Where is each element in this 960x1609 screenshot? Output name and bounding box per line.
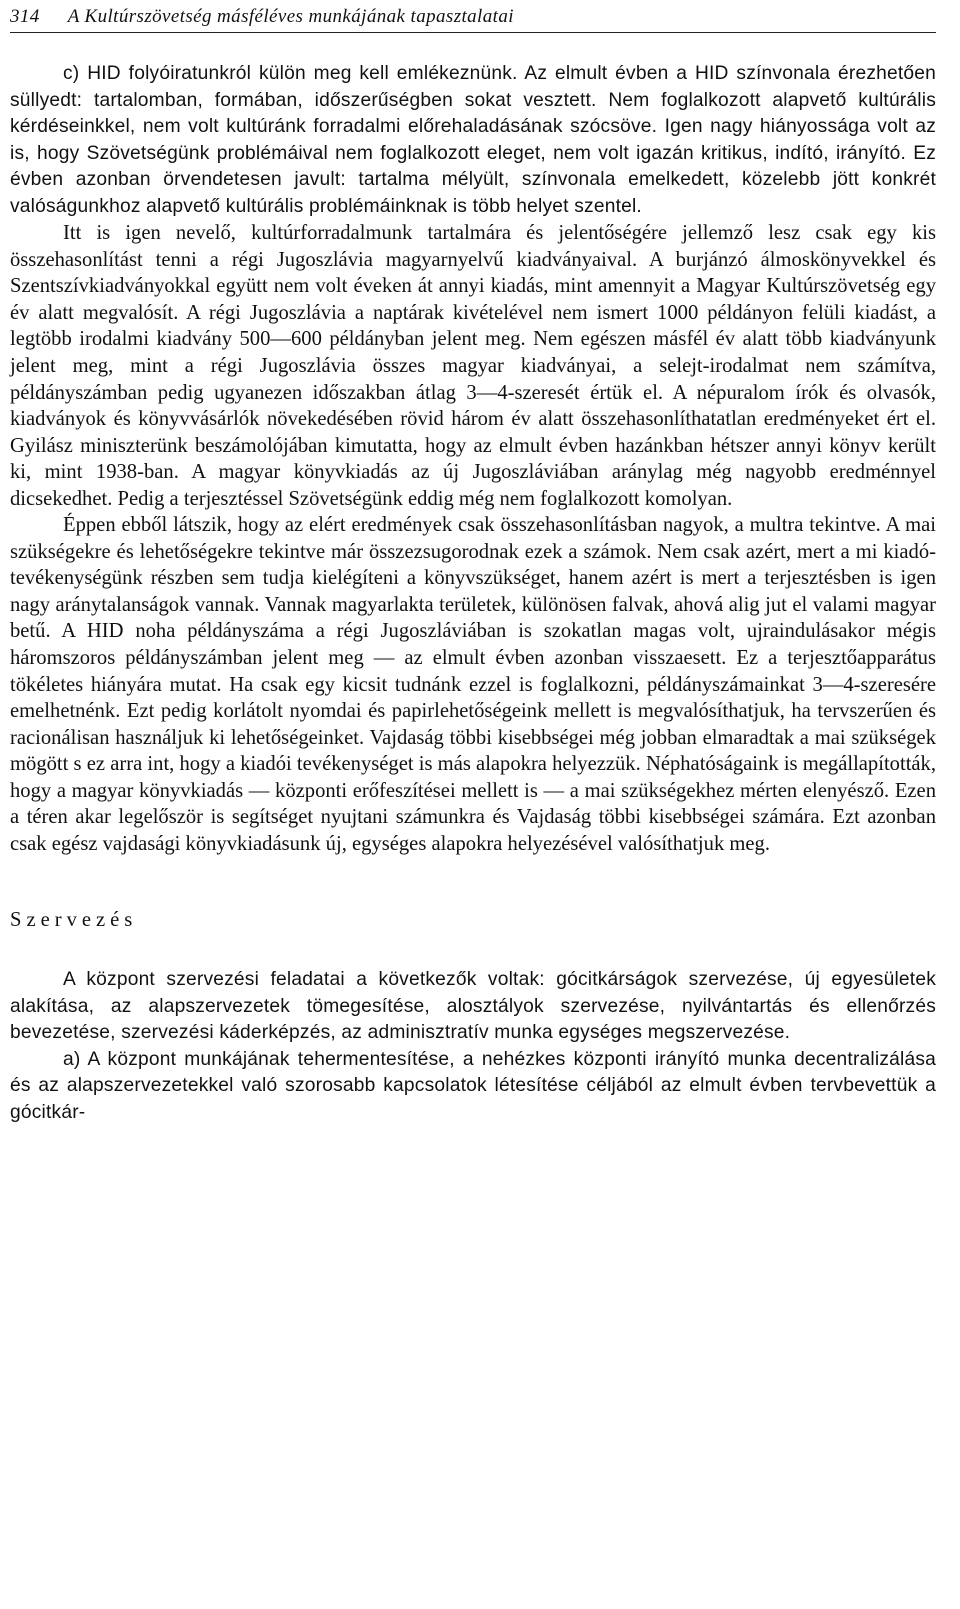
running-header [10,6,936,33]
running-title: A Kultúrszövetség másféléves munkájának tapasztalatai [67,6,514,27]
paragraph-distribution: Éppen ebből látszik, hogy az elért eredmények csak összehasonlításban nagyok, a multra tekintve. A mai szükségekre és lehetőségekre tekintve már összezsugorodnak ezek a számok. Nem csak azért, mert a mi kiadó-tevékenységünk részben sem tudja kielégíteni a könyvszükséget, hanem azért is mert a terjesztésben is igen nagy aránytalanságok vannak. Vannak magyarlakta területek, különösen falvak, ahová alig jut el valami magyar betű. A HID noha példányszáma a régi Jugoszláviában is szokatlan magas volt, ujraindulásakor mégis háromszoros példányszámban jelent meg — az elmult évben azonban visszaesett. Ez a terjesztőapparátus tökéletes hiányára mutat. Ha csak egy kicsit tudnánk ezzel is foglalkozni, példányszámainkat 3—4-szeresére emelhetnénk. Ezt pedig korlátolt nyomdai és papirlehetőségeink mellett is megvalósíthatjuk, ha tervszerűen és racionálisan használjuk ki lehetőségeinket. Vajdaság többi kisebbségei még jobban elmaradtak a mai szükségek mögött s ez arra int, hogy a kiadói tevékenységet is más alapokra helyezzük. Néphatóságaink is megállapították, hogy a magyar könyvkiadás — központi erőfeszítései mellett is — a mai szükségekhez mérten elenyésző. Ezen a téren akar legelőször is segítséget nyujtani számunkra és Vajdaság többi kisebbségei számára. Ezt azonban csak egész vajdasági könyvkiadásunk új, egységes alapokra helyezésével valósíthatjuk meg. [10,514,936,855]
paragraph-hid-journal: c) HID folyóiratunkról külön meg kell emlékeznünk. Az elmult évben a HID színvonala érezhetően süllyedt: tartalomban, formában, időszerűségben sokat vesztett. Nem foglalkozott alapvető kultúrális kérdéseinkkel, nem volt kultúránk forradalmi előrehaladásának szócsöve. Igen nagy hiányossága volt az is, hogy Szövetségünk problémáival nem foglalkozott eleget, nem volt igazán kritikus, indító, irányító. Ez évben azonban örvendetesen javult: tartalma mélyült, színvonala emelkedett, közelebb jött konkrét valóságunkhoz alapvető kultúrális problémáinknak is több helyet szentel. [10,63,936,217]
section-heading: Szervezés [10,909,138,932]
page-body [10,61,936,1126]
paragraph-publication-comparison: Itt is igen nevelő, kultúrforradalmunk tartalmára és jelentőségére jellemző lesz csak egy kis összehasonlítást tenni a régi Jugoszlávia magyarnyelvű kiadványaival. A burjánzó álmoskönyvekkel és Szentszívkiadványokkal együtt nem volt éveken át annyi kiadás, mint amennyit a Magyar Kultúrszövetség egy év alatt megvalósít. A régi Jugoszlávia a naptárak kivételével nem ismert 1000 példányon felüli kiadást, a legtöbb irodalmi kiadvány 500—600 példányban jelent meg. Nem egészen másfél év alatt több kiadványunk jelent meg, mint a régi Jugoszlávia összes magyar kiadványai, a selejt-irodalmat nem számítva, példányszámban pedig ugyanezen időszakban átlag 3—4-szeresét értük el. A népuralom írók és olvasók, kiadványok és könyvvásárlók növekedésében rövid három év alatt összehasonlíthatatlan eredményeket ért el. Gyilász miniszterünk beszámolójában kimutatta, hogy az elmult évben hazánkban hétszer annyi könyv került ki, mint 1938-ban. A magyar könyvkiadás az új Jugoszláviában aránylag még nagyobb eredménnyel dicsekedhet. Pedig a terjesztéssel Szövetségünk eddig még nem foglalkozott komolyan. [10,222,936,510]
page-number: 314 [10,6,40,27]
paragraph-decentralization: a) A központ munkájának tehermentesítése, a nehézkes központi irányító munka decentralizálása és az alapszervezetekkel való szorosabb kapcsolatok létesítése céljából az elmult évben tervbevettük a gócitkár- [10,1048,936,1123]
paragraph-organization-tasks: A központ szervezési feladatai a következők voltak: gócitkárságok szervezése, új egyesületek alakítása, az alapszervezetek tömegesítése, alosztályok szervezése, nyilvántartás és ellenőrzés bevezetése, szervezési káderképzés, az adminisztratív munka egységes megszervezése. [10,968,936,1044]
